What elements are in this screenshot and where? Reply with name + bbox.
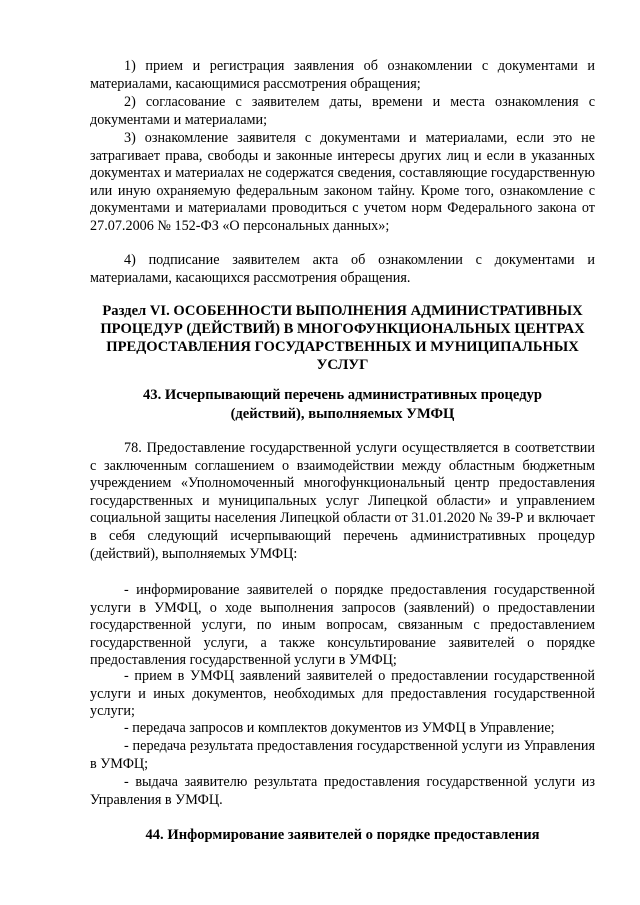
section-title: Раздел VI. ОСОБЕННОСТИ ВЫПОЛНЕНИЯ АДМИНИСТРАТИВНЫХ ПРОЦЕДУР (ДЕЙСТВИЙ) В МНОГОФУНКЦИОНАЛЬНЫХ ЦЕНТРАХ ПРЕДОСТАВЛЕНИЯ ГОСУДАРСТВЕННЫХ И МУНИЦИПАЛЬНЫХ УСЛУГ <box>100 303 585 373</box>
dash-item-3: - передача запросов и комплектов документов из УМФЦ в Управление; <box>124 720 555 736</box>
list-item-3: 3) ознакомление заявителя с документами и материалами, если это не затрагивает права, свободы и законные интересы других лиц и если в указанных документах и материалах не содержатся сведения, составляющие государственную или иную охраняемую федеральным законом тайну. Кроме того, ознакомление с документами и материалами проводиться с учетом норм Федерального закона от 27.07.2006 № 152-ФЗ «О персональных данных»; <box>90 130 595 234</box>
list-item-2: 2) согласование с заявителем даты, времени и места ознакомления с документами и материалами; <box>90 94 595 128</box>
list-item-1: 1) прием и регистрация заявления об ознакомлении с документами и материалами, касающимися рассмотрения обращения; <box>90 58 595 92</box>
list-item-4: 4) подписание заявителем акта об ознакомлении с документами и материалами, касающихся рассмотрения обращения. <box>90 252 595 286</box>
dash-item-2: - прием в УМФЦ заявлений заявителей о предоставлении государственной услуги и иных документов, необходимых для предоставления государственной услуги; <box>90 668 595 720</box>
dash-item-5: - выдача заявителю результата предоставления государственной услуги из Управления в УМФЦ. <box>90 774 595 808</box>
dash-item-1: - информирование заявителей о порядке предоставления государственной услуги в УМФЦ, о ходе выполнения запросов (заявлений) о предоставлении государственной услуги, по иным вопросам, связанным с предоставлением государственной услуги, а также консультирование заявителей о порядке предоставления государственной услуги в УМФЦ; <box>90 582 595 669</box>
paragraph-78: 78. Предоставление государственной услуги осуществляется в соответствии с заключенным соглашением о взаимодействии между областным бюджетным учреждением «Уполномоченный многофункциональный центр предоставления государственных и муниципальных услуг Липецкой области» и управлением социальной защиты населения Липецкой области от 31.01.2020 № 39-Р и включает в себя следующий исчерпывающий перечень административных процедур (действий), выполняемых УМФЦ: <box>90 440 595 562</box>
dash-item-4: - передача результата предоставления государственной услуги из Управления в УМФЦ; <box>90 738 595 772</box>
subsection-44-heading: 44. Информирование заявителей о порядке предоставления <box>145 827 540 843</box>
subsection-43-heading: 43. Исчерпывающий перечень административных процедур (действий), выполняемых УМФЦ <box>143 387 542 422</box>
